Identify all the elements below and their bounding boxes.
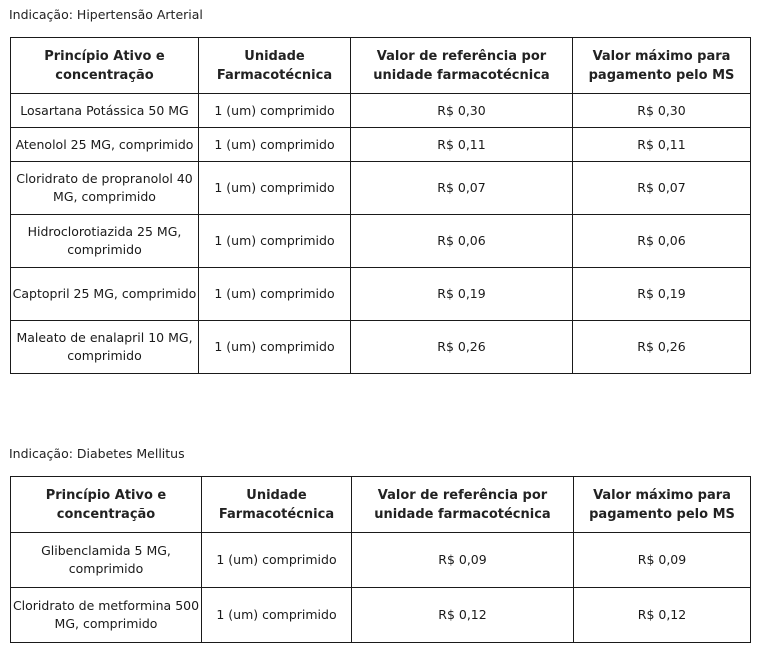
unit-cell: 1 (um) comprimido <box>202 588 352 643</box>
reference-value-cell: R$ 0,09 <box>352 533 574 588</box>
section-caption-diabetes: Indicação: Diabetes Mellitus <box>9 446 185 461</box>
reference-value-cell: R$ 0,12 <box>352 588 574 643</box>
table-row <box>11 588 751 643</box>
max-payment-cell: R$ 0,07 <box>573 162 751 215</box>
column-header-reference-value: Valor de referência por unidade farmacotécnica <box>351 38 573 94</box>
diabetes-price-table <box>10 476 751 643</box>
column-header-active-ingredient: Princípio Ativo e concentração <box>11 477 202 533</box>
table-row <box>11 533 751 588</box>
max-payment-cell: R$ 0,19 <box>573 268 751 321</box>
drug-name-cell: Captopril 25 MG, comprimido <box>11 268 199 321</box>
max-payment-cell: R$ 0,30 <box>573 94 751 128</box>
drug-name-cell: Losartana Potássica 50 MG <box>11 94 199 128</box>
column-header-reference-value: Valor de referência por unidade farmacotécnica <box>352 477 574 533</box>
reference-value-cell: R$ 0,19 <box>351 268 573 321</box>
column-header-max-payment: Valor máximo para pagamento pelo MS <box>574 477 751 533</box>
drug-name-cell: Cloridrato de metformina 500 MG, comprimido <box>11 588 202 643</box>
reference-value-cell: R$ 0,06 <box>351 215 573 268</box>
drug-name-cell: Glibenclamida 5 MG, comprimido <box>11 533 202 588</box>
unit-cell: 1 (um) comprimido <box>199 321 351 374</box>
table-header-row <box>11 477 751 533</box>
table-row <box>11 128 751 162</box>
max-payment-cell: R$ 0,09 <box>574 533 751 588</box>
reference-value-cell: R$ 0,26 <box>351 321 573 374</box>
table-header-row <box>11 38 751 94</box>
table-row <box>11 321 751 374</box>
unit-cell: 1 (um) comprimido <box>199 215 351 268</box>
max-payment-cell: R$ 0,11 <box>573 128 751 162</box>
column-header-pharma-unit: Unidade Farmacotécnica <box>202 477 352 533</box>
reference-value-cell: R$ 0,30 <box>351 94 573 128</box>
unit-cell: 1 (um) comprimido <box>199 162 351 215</box>
max-payment-cell: R$ 0,06 <box>573 215 751 268</box>
table-row <box>11 162 751 215</box>
unit-cell: 1 (um) comprimido <box>199 268 351 321</box>
unit-cell: 1 (um) comprimido <box>199 128 351 162</box>
drug-name-cell: Cloridrato de propranolol 40 MG, comprimido <box>11 162 199 215</box>
reference-value-cell: R$ 0,07 <box>351 162 573 215</box>
max-payment-cell: R$ 0,26 <box>573 321 751 374</box>
column-header-max-payment: Valor máximo para pagamento pelo MS <box>573 38 751 94</box>
table-row <box>11 268 751 321</box>
section-caption-hypertension: Indicação: Hipertensão Arterial <box>9 7 203 22</box>
table-row <box>11 94 751 128</box>
hypertension-price-table <box>10 37 751 374</box>
drug-name-cell: Maleato de enalapril 10 MG, comprimido <box>11 321 199 374</box>
unit-cell: 1 (um) comprimido <box>202 533 352 588</box>
column-header-active-ingredient: Princípio Ativo e concentração <box>11 38 199 94</box>
drug-name-cell: Hidroclorotiazida 25 MG, comprimido <box>11 215 199 268</box>
unit-cell: 1 (um) comprimido <box>199 94 351 128</box>
reference-value-cell: R$ 0,11 <box>351 128 573 162</box>
table-row <box>11 215 751 268</box>
column-header-pharma-unit: Unidade Farmacotécnica <box>199 38 351 94</box>
drug-name-cell: Atenolol 25 MG, comprimido <box>11 128 199 162</box>
max-payment-cell: R$ 0,12 <box>574 588 751 643</box>
